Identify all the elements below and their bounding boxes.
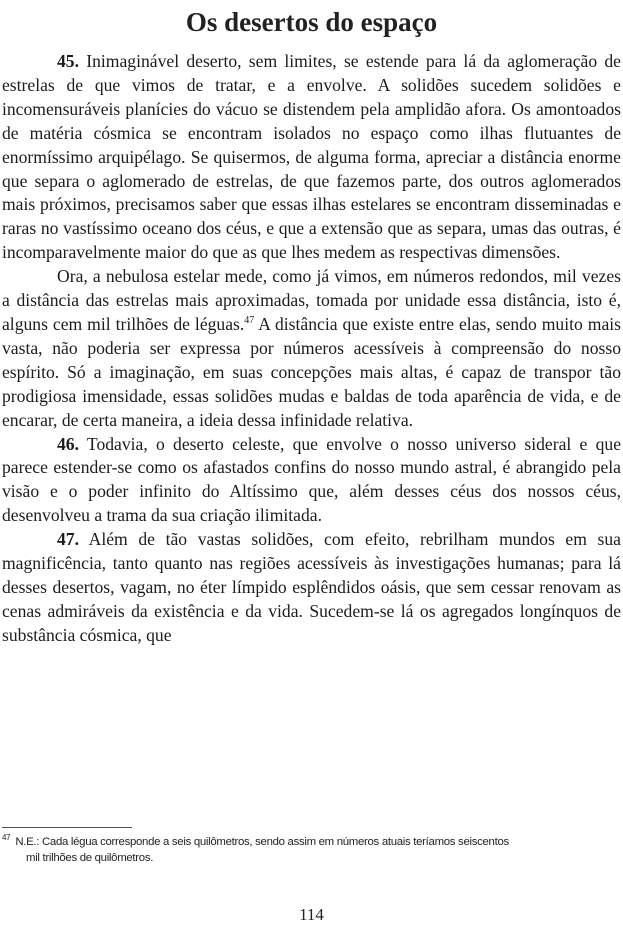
paragraph-number: 46. xyxy=(57,433,79,454)
footnote-line-2: mil trilhões de quilômetros. xyxy=(26,852,154,864)
paragraph-text: Além de tão vastas solidões, com efeito, rebrilham mundos em sua magnificência, tanto quanto nas regiões acessíveis às investigações humanas; para lá desses desertos, vagam, no éter límpido esplêndidos oásis, que sem cessar renovam as cenas admiráveis da existência e da vida. Sucedem-se lá os agregados longínquos de substância cósmica, que xyxy=(2,529,621,645)
footnote-line-1: N.E.: Cada légua corresponde a seis quilômetros, sendo assim em números atuais teríamos seiscentos xyxy=(15,836,509,848)
chapter-title: Os desertos do espaço xyxy=(185,7,438,37)
paragraph-46 xyxy=(2,433,621,529)
paragraph-text-after: A distância que existe entre elas, sendo muito mais vasta, não poderia ser expressa por números acessíveis à compreensão do nosso espírito. Só a imaginação, em suas concepções mais altas, é capaz de transpor tão prodigiosa imensidade, essas solidões mudas e baldas de toda aparência de vida, e de encarar, de certa maneira, a ideia dessa infinidade relativa. xyxy=(2,313,621,430)
paragraph-45 xyxy=(2,50,621,265)
footnote xyxy=(2,834,621,866)
page-number: 114 xyxy=(299,905,324,924)
paragraph-number: 47. xyxy=(57,529,79,550)
paragraph-45-continued xyxy=(2,265,621,432)
paragraph-47 xyxy=(2,528,621,648)
paragraph-text: Inimaginável deserto, sem limites, se estende para lá da aglomeração de estrelas de que vimos de tratar, e a envolve. A solidões sucedem solidões e incomensuráveis planícies do vácuo se distendem pela amplidão afora. Os amontoados de matéria cósmica se encontram isolados no espaço como ilhas flutuantes de enormíssimo arquipélago. Se quisermos, de alguma forma, apreciar a distância enorme que separa o aglomerado de estrelas, de que fazemos parte, dos outros aglomerados mais próximos, precisamos saber que essas ilhas estelares se encontram disseminadas e raras no vastíssimo oceano dos céus, e que a extensão que as separa, umas das outras, é incomparavelmente maior do que as que lhes medem as respectivas dimensões. xyxy=(2,51,621,263)
paragraph-text: Ora, a nebulosa estelar mede, como já vimos, em números redondos, mil vezes a distância das estrelas mais aproximadas, tomada por unidade essa distância, isto é, alguns cem mil trilhões de léguas. xyxy=(2,266,621,334)
footnote-reference[interactable]: 47 xyxy=(244,315,255,327)
body-text xyxy=(2,50,621,648)
footnote-divider xyxy=(2,827,132,828)
paragraph-text: Todavia, o deserto celeste, que envolve o nosso universo sideral e que parece estender-se como os afastados confins do nosso mundo astral, é abrangido pela visão e o poder infinito do Altíssimo que, além desses céus dos nossos céus, desenvolveu a trama da sua criação ilimitada. xyxy=(2,433,621,526)
footnote-number: 47 xyxy=(2,833,11,843)
paragraph-number: 45. xyxy=(57,51,79,71)
